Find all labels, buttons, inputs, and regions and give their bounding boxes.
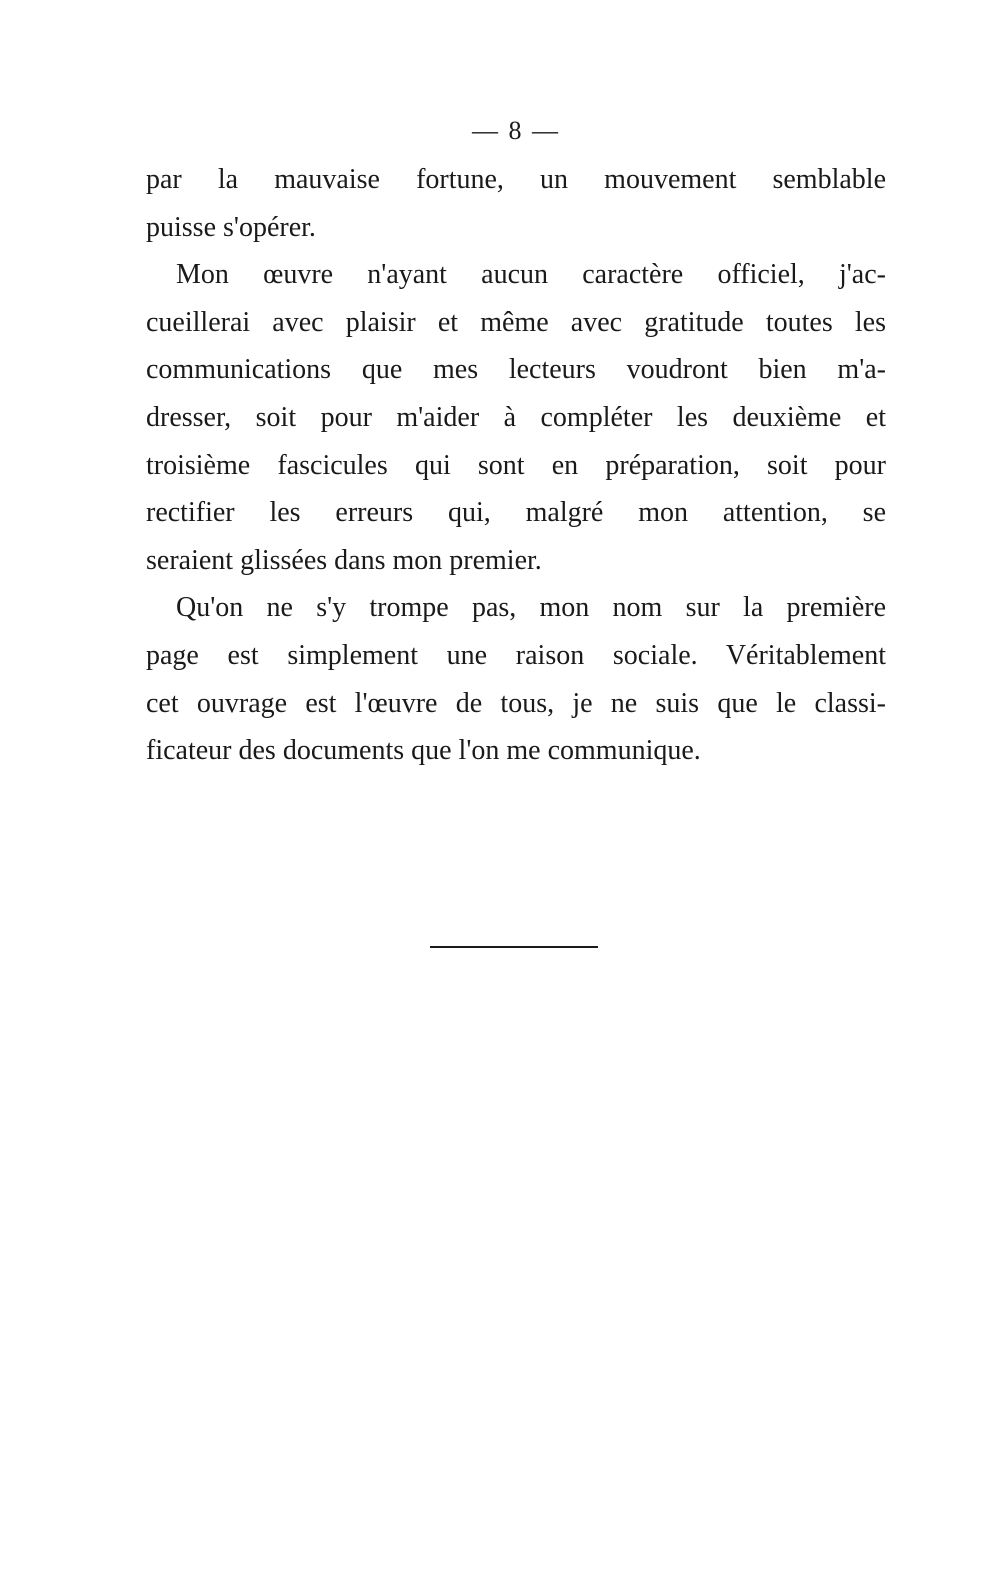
- text-line: dresser, soit pour m'aider à compléter les deuxième et: [146, 401, 886, 433]
- text-line: communications que mes lecteurs voudront bien m'a-: [146, 354, 886, 386]
- text-line: seraient glissées dans mon premier.: [146, 544, 542, 576]
- text-line: cet ouvrage est l'œuvre de tous, je ne suis que le classi-: [146, 687, 886, 719]
- text-line: puisse s'opérer.: [146, 211, 316, 243]
- text-line: Qu'on ne s'y trompe pas, mon nom sur la première: [176, 592, 886, 624]
- text-line: troisième fascicules qui sont en préparation, soit pour: [146, 449, 886, 481]
- body-text: [146, 156, 886, 775]
- text-line: ficateur des documents que l'on me communique.: [146, 735, 701, 767]
- text-line: rectifier les erreurs qui, malgré mon attention, se: [146, 497, 886, 529]
- text-line: cueillerai avec plaisir et même avec gratitude toutes les: [146, 306, 886, 338]
- closing-rule: [430, 946, 598, 948]
- text-line: par la mauvaise fortune, un mouvement semblable: [146, 164, 886, 195]
- page-number: — 8 —: [472, 116, 560, 145]
- text-line: Mon œuvre n'ayant aucun caractère officiel, j'ac-: [176, 259, 886, 291]
- text-line: page est simplement une raison sociale. Véritablement: [146, 639, 886, 671]
